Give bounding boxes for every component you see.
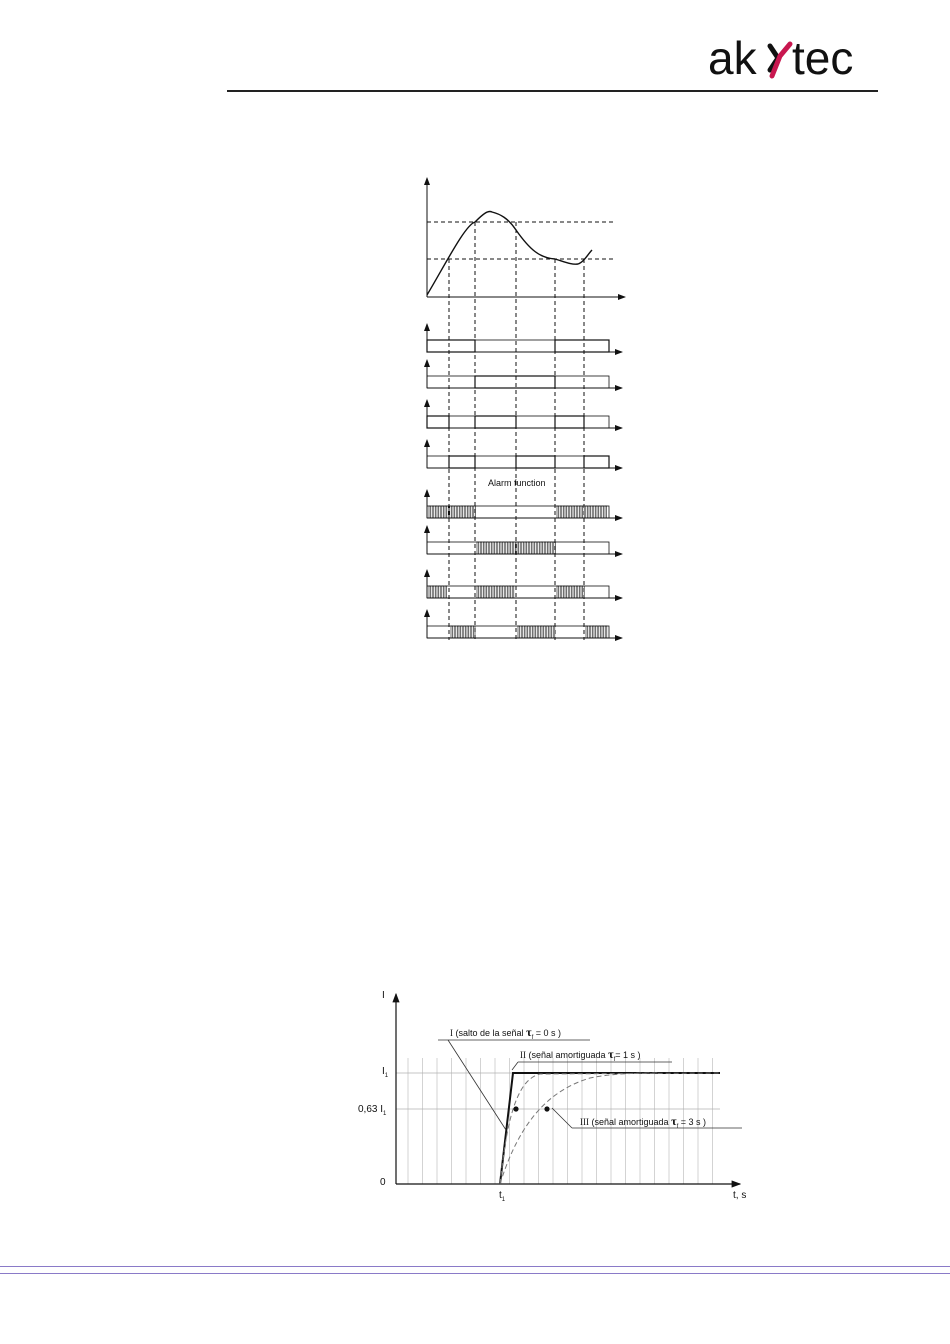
pulse-mark (521, 626, 523, 638)
pulse-mark (458, 506, 460, 518)
pulse-mark (551, 542, 553, 554)
pulse-mark (592, 506, 594, 518)
pulse-mark (464, 506, 466, 518)
curve-III-label: III (señal amortiguada $\tau_f = 3$ s ) (580, 1114, 707, 1130)
tick-label-zero: 0 (380, 1177, 386, 1188)
pulse-mark (445, 586, 447, 598)
pulse-mark (435, 586, 437, 598)
pulse-mark (576, 506, 578, 518)
pulse-mark (550, 626, 552, 638)
pulse-mark (470, 626, 472, 638)
pulse-mark (563, 586, 565, 598)
akytec-logo (706, 32, 878, 82)
pulse-mark (528, 542, 530, 554)
pulse-mark (454, 626, 456, 638)
pulse-mark (522, 542, 524, 554)
pulse-mark (451, 506, 453, 518)
pulse-mark (541, 542, 543, 554)
pulse-mark (483, 586, 485, 598)
tick-label-t1: $t_1$ (499, 1190, 506, 1203)
pulse-mark (531, 542, 533, 554)
pulse-mark (563, 506, 565, 518)
pulse-mark (547, 542, 549, 554)
pulse-mark (490, 586, 492, 598)
point-063-curve-II (513, 1106, 518, 1111)
pulse-mark (493, 586, 495, 598)
pulse-mark (496, 542, 498, 554)
pulse-mark (573, 506, 575, 518)
pulse-mark (487, 542, 489, 554)
pulse-mark (557, 506, 559, 518)
pulse-mark (589, 626, 591, 638)
curve-I-step (500, 1073, 720, 1184)
pulse-mark (490, 542, 492, 554)
alarm-function-label: Alarm function (488, 478, 546, 488)
pulse-mark (605, 626, 607, 638)
pulse-mark (499, 586, 501, 598)
pulse-mark (560, 586, 562, 598)
pulse-mark (477, 586, 479, 598)
pulse-mark (439, 506, 441, 518)
timing-row-4-high-2 (516, 456, 555, 468)
pulse-mark (477, 542, 479, 554)
pulse-mark (573, 586, 575, 598)
timing-row-5-frame (427, 506, 609, 518)
pulse-mark (557, 586, 559, 598)
pulse-mark (547, 626, 549, 638)
pulse-mark (467, 506, 469, 518)
leader-III (552, 1108, 572, 1128)
pulse-mark (544, 542, 546, 554)
pulse-mark (596, 626, 598, 638)
timing-row-7-frame (427, 586, 609, 598)
pulse-mark (524, 626, 526, 638)
timing-row-4-high-3 (584, 456, 609, 468)
timing-row-2-high-1 (475, 376, 555, 388)
pulse-mark (599, 626, 601, 638)
pulse-mark (435, 506, 437, 518)
tick-label-063: 0,63 $I_1$ (358, 1104, 387, 1117)
pulse-mark (602, 506, 604, 518)
pulse-mark (461, 626, 463, 638)
timing-row-1-high-1 (427, 340, 475, 352)
timing-row-3-high-1 (427, 416, 449, 428)
timing-row-4-frame (427, 456, 609, 468)
pulse-mark (525, 542, 527, 554)
pulse-mark (512, 542, 514, 554)
pulse-mark (493, 542, 495, 554)
pulse-mark (576, 586, 578, 598)
pulse-mark (467, 626, 469, 638)
pulse-mark (583, 506, 585, 518)
pulse-mark (496, 586, 498, 598)
pulse-mark (531, 626, 533, 638)
pulse-mark (471, 506, 473, 518)
logo-text-ak: ak (708, 32, 757, 82)
pulse-mark (553, 626, 555, 638)
pulse-mark (487, 586, 489, 598)
timing-row-1-high-2 (555, 340, 609, 352)
point-063-curve-III (544, 1106, 549, 1111)
pulse-mark (480, 586, 482, 598)
pulse-mark (605, 506, 607, 518)
pulse-mark (586, 506, 588, 518)
pulse-mark (445, 506, 447, 518)
pulse-mark (464, 626, 466, 638)
pulse-mark (599, 506, 601, 518)
pulse-mark (567, 506, 569, 518)
pulse-mark (586, 626, 588, 638)
pulse-mark (483, 542, 485, 554)
pulse-mark (480, 542, 482, 554)
pulse-mark (503, 586, 505, 598)
pulse-mark (432, 506, 434, 518)
pulse-mark (579, 506, 581, 518)
pulse-mark (503, 542, 505, 554)
pulse-mark (442, 506, 444, 518)
pulse-mark (455, 506, 457, 518)
pulse-mark (544, 626, 546, 638)
y-axis-label: I (382, 990, 385, 1001)
pulse-mark (473, 626, 475, 638)
pulse-mark (537, 626, 539, 638)
curve-I-label: I (salto de la señal $\tau_f = 0$ s ) (450, 1025, 562, 1041)
pulse-mark (579, 586, 581, 598)
pulse-mark (451, 626, 453, 638)
pulse-mark (535, 542, 537, 554)
timing-row-1-frame (427, 340, 609, 352)
pulse-mark (538, 542, 540, 554)
pulse-mark (457, 626, 459, 638)
pulse-mark (518, 626, 520, 638)
tick-label-I1: $I_1$ (382, 1066, 389, 1079)
timing-row-2-frame (427, 376, 609, 388)
pulse-mark (506, 542, 508, 554)
timing-row-4-high-1 (449, 456, 475, 468)
x-axis-label: t, s (733, 1190, 747, 1201)
pulse-mark (429, 586, 431, 598)
alarm-timing-diagram (400, 170, 640, 650)
leader-II (512, 1062, 518, 1070)
timing-row-3-high-3 (555, 416, 584, 428)
logo-y-mark (770, 44, 790, 76)
pulse-mark (461, 506, 463, 518)
pulse-mark (602, 626, 604, 638)
pulse-mark (439, 586, 441, 598)
pulse-mark (506, 586, 508, 598)
leader-I (448, 1040, 506, 1130)
pulse-mark (570, 506, 572, 518)
pulse-mark (592, 626, 594, 638)
pulse-mark (432, 586, 434, 598)
curve-II-label: II (señal amortiguada $\tau_f= 1$ s ) (520, 1047, 641, 1063)
timing-row-6-frame (427, 542, 609, 554)
pulse-mark (570, 586, 572, 598)
pulse-mark (519, 542, 521, 554)
pulse-mark (567, 586, 569, 598)
pulse-mark (509, 542, 511, 554)
timing-row-3-frame (427, 416, 609, 428)
pulse-mark (595, 506, 597, 518)
footer-rule-top (0, 1266, 950, 1267)
pulse-mark (540, 626, 542, 638)
timing-row-3-high-2 (475, 416, 516, 428)
pulse-mark (528, 626, 530, 638)
pulse-mark (512, 586, 514, 598)
curve-II-damped-1s (500, 1073, 720, 1184)
header-rule (227, 90, 878, 92)
pulse-mark (560, 506, 562, 518)
pulse-mark (499, 542, 501, 554)
pulse-mark (534, 626, 536, 638)
pulse-mark (589, 506, 591, 518)
pulse-mark (509, 586, 511, 598)
footer-rule-bottom (0, 1273, 950, 1274)
process-value-curve (427, 211, 592, 295)
pulse-mark (442, 586, 444, 598)
pulse-mark (583, 586, 585, 598)
pulse-mark (429, 506, 431, 518)
logo-text-tec: tec (792, 32, 854, 82)
filter-response-diagram (340, 980, 770, 1210)
